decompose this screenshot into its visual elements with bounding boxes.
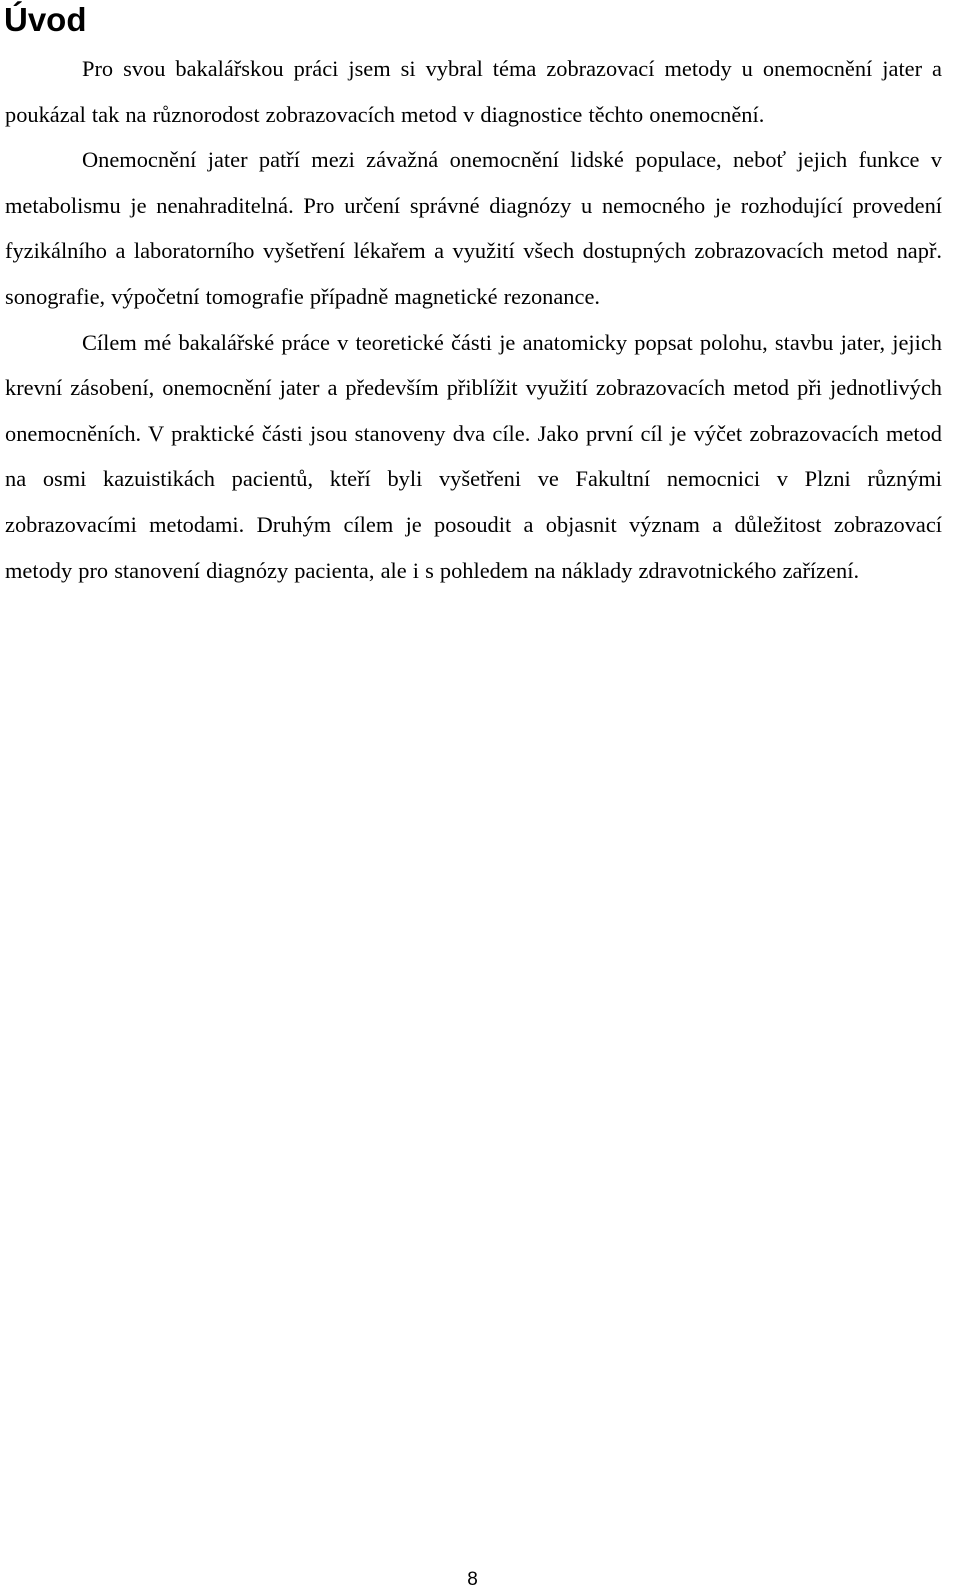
page-number: 8 [467,1569,478,1590]
section-heading: Úvod [4,1,87,38]
paragraph-intro: Pro svou bakalářskou práci jsem si vybral téma zobrazovací metody u onemocnění jater a poukázal tak na různorodost zobrazovacích metod v diagnostice těchto onemocnění. [5,56,942,127]
paragraph-liver-disease: Onemocnění jater patří mezi závažná onemocnění lidské populace, neboť jejich funkce v metabolismu je nenahraditelná. Pro určení správné diagnózy u nemocného je rozhodující provedení fyzikálního a laboratorního vyšetření lékařem a využití všech dostupných zobrazovacích metod např. sonografie, výpočetní tomografie případně magnetické rezonance. [5,147,942,309]
paragraph-goals: Cílem mé bakalářské práce v teoretické části je anatomicky popsat polohu, stavbu jater, jejich krevní zásobení, onemocnění jater a především přiblížit využití zobrazovacích metod při jednotlivých onemocněních. V praktické části jsou stanoveny dva cíle. Jako první cíl je výčet zobrazovacích metod na osmi kazuistikách pacientů, kteří byli vyšetřeni ve Fakultní nemocnici v Plzni různými zobrazovacími metodami. Druhým cílem je posoudit a objasnit význam a důležitost zobrazovací metody pro stanovení diagnózy pacienta, ale i s pohledem na náklady zdravotnického zařízení. [5,329,942,583]
body-text [5,46,942,593]
